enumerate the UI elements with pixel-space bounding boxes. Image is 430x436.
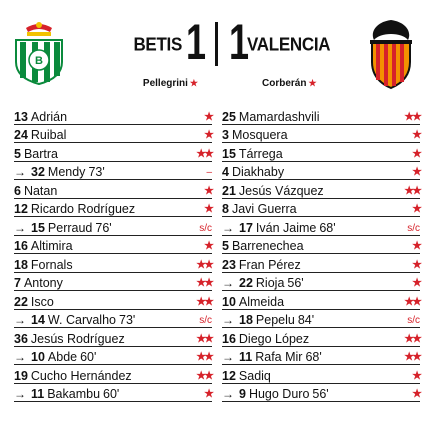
player-name: Fran Pérez bbox=[238, 257, 301, 272]
player-name: Jesús Rodríguez bbox=[30, 331, 125, 346]
player-row bbox=[222, 180, 420, 199]
player-row bbox=[222, 143, 420, 162]
player-rating: ★ bbox=[412, 240, 420, 252]
player-number: 5 bbox=[222, 239, 229, 253]
player-row bbox=[14, 254, 212, 273]
player-number: 23 bbox=[222, 257, 236, 272]
player-row bbox=[14, 347, 212, 366]
player-row bbox=[14, 106, 212, 125]
home-team-name: BETIS bbox=[133, 34, 182, 55]
player-rating: ★ bbox=[204, 110, 212, 123]
player-number: 7 bbox=[14, 276, 21, 290]
player-rating: ★ bbox=[412, 147, 420, 160]
player-number: 18 bbox=[14, 257, 28, 272]
player-rating: ★ bbox=[204, 388, 212, 400]
player-number: 15 bbox=[222, 146, 236, 161]
player-number: 16 bbox=[14, 239, 28, 253]
player-name: Bakambu bbox=[47, 387, 101, 401]
player-row bbox=[14, 273, 212, 292]
sub-minute: 56' bbox=[312, 387, 329, 401]
sub-minute: 84' bbox=[297, 313, 315, 327]
player-number: 11 bbox=[239, 350, 253, 364]
player-row bbox=[14, 143, 212, 162]
right-arrow-icon: → bbox=[14, 165, 26, 179]
player-rating: ★★ bbox=[196, 277, 212, 289]
player-name: Bartra bbox=[23, 146, 58, 161]
player-rating: ★ bbox=[204, 129, 212, 141]
right-arrow-icon: → bbox=[14, 350, 26, 364]
player-rating: ★ bbox=[412, 203, 420, 215]
home-score: 1 bbox=[185, 14, 207, 70]
player-name: Tárrega bbox=[238, 146, 283, 161]
player-number: 21 bbox=[222, 183, 236, 198]
player-name: Natan bbox=[23, 183, 58, 198]
player-name: Cucho Hernández bbox=[30, 368, 132, 383]
player-name: Antony bbox=[23, 276, 63, 290]
player-number: 10 bbox=[222, 294, 236, 309]
player-number: 3 bbox=[222, 128, 229, 142]
player-row bbox=[14, 162, 212, 181]
player-rating: ★ bbox=[412, 388, 420, 400]
player-row bbox=[14, 291, 212, 310]
player-number: 13 bbox=[14, 109, 28, 124]
player-number: 6 bbox=[14, 183, 21, 198]
player-number: 12 bbox=[222, 368, 236, 383]
right-arrow-icon: → bbox=[222, 313, 234, 327]
player-rating: ★ bbox=[204, 184, 212, 197]
player-row bbox=[14, 236, 212, 255]
player-row bbox=[14, 180, 212, 199]
player-name: Almeida bbox=[238, 294, 285, 309]
betis-crest-icon bbox=[12, 18, 66, 86]
player-row bbox=[222, 273, 420, 292]
player-row bbox=[14, 217, 212, 236]
player-name: Altimira bbox=[30, 239, 73, 253]
player-name: Jesús Vázquez bbox=[238, 183, 324, 198]
sub-minute: 68' bbox=[305, 350, 322, 364]
sub-minute: 68' bbox=[319, 220, 336, 235]
away-score: 1 bbox=[228, 14, 250, 70]
player-rating: ★ bbox=[412, 258, 420, 271]
player-number: 4 bbox=[222, 165, 229, 179]
player-row bbox=[222, 291, 420, 310]
right-arrow-icon: → bbox=[14, 387, 26, 401]
player-rating: ★★ bbox=[404, 295, 420, 308]
player-rating: ★★ bbox=[404, 110, 420, 123]
player-name: Iván Jaime bbox=[255, 220, 317, 235]
sub-minute: 60' bbox=[80, 350, 97, 364]
player-row bbox=[222, 217, 420, 236]
player-name: Isco bbox=[30, 294, 54, 309]
player-rating: ★★ bbox=[196, 147, 212, 160]
player-row bbox=[222, 365, 420, 384]
player-rating: ★★ bbox=[196, 295, 212, 308]
player-name: Mamardashvili bbox=[238, 109, 320, 124]
right-arrow-icon: → bbox=[222, 220, 234, 235]
player-name: Sadiq bbox=[238, 368, 271, 383]
away-lineup bbox=[222, 106, 420, 402]
player-row bbox=[222, 106, 420, 125]
valencia-crest-icon bbox=[362, 18, 420, 90]
player-name: Barrenechea bbox=[231, 239, 304, 253]
player-rating: ★ bbox=[412, 129, 420, 141]
player-row bbox=[222, 125, 420, 144]
player-number: 15 bbox=[31, 220, 45, 235]
right-arrow-icon: → bbox=[222, 350, 234, 364]
player-number: 24 bbox=[14, 128, 28, 142]
player-rating: s/c bbox=[199, 315, 212, 326]
player-rating: ★★ bbox=[196, 332, 212, 345]
sub-minute: 76' bbox=[95, 220, 112, 235]
home-coach-rating: ★ bbox=[189, 78, 198, 88]
player-rating: ★ bbox=[412, 166, 420, 178]
player-rating: – bbox=[206, 167, 212, 178]
player-rating: ★★ bbox=[196, 369, 212, 382]
player-name: Adrián bbox=[30, 109, 68, 124]
right-arrow-icon: → bbox=[222, 387, 234, 401]
sub-minute: 73' bbox=[88, 165, 105, 179]
player-name: Fornals bbox=[30, 257, 73, 272]
away-team-name: VALENCIA bbox=[247, 34, 331, 55]
player-row bbox=[14, 384, 212, 403]
away-coach bbox=[262, 78, 352, 89]
player-row bbox=[222, 162, 420, 181]
player-number: 16 bbox=[222, 331, 236, 346]
sub-minute: 56' bbox=[287, 276, 304, 290]
player-number: 19 bbox=[14, 368, 28, 383]
player-row bbox=[14, 328, 212, 347]
player-rating: ★ bbox=[412, 277, 420, 289]
away-coach-name: Corberán bbox=[262, 78, 307, 89]
player-number: 9 bbox=[239, 387, 246, 401]
player-number: 8 bbox=[222, 202, 229, 216]
player-name: Mosquera bbox=[231, 128, 288, 142]
player-number: 14 bbox=[31, 313, 45, 327]
player-number: 17 bbox=[239, 220, 253, 235]
player-row bbox=[222, 384, 420, 403]
player-rating: ★ bbox=[204, 203, 212, 215]
player-name: W. Carvalho bbox=[47, 313, 116, 327]
player-row bbox=[14, 310, 212, 329]
home-coach bbox=[110, 78, 198, 89]
sub-minute: 60' bbox=[103, 387, 120, 401]
home-lineup bbox=[14, 106, 212, 402]
right-arrow-icon: → bbox=[14, 313, 26, 327]
player-rating: s/c bbox=[407, 222, 420, 234]
player-number: 32 bbox=[31, 165, 45, 179]
player-rating: ★★ bbox=[404, 351, 420, 363]
player-name: Rioja bbox=[255, 276, 285, 290]
player-name: Mendy bbox=[47, 165, 86, 179]
player-number: 12 bbox=[14, 202, 28, 216]
player-rating: ★★ bbox=[196, 351, 212, 363]
player-row bbox=[222, 347, 420, 366]
player-rating: s/c bbox=[407, 315, 420, 326]
player-name: Pepelu bbox=[255, 313, 295, 327]
player-number: 22 bbox=[14, 294, 28, 309]
player-row bbox=[222, 199, 420, 218]
player-number: 18 bbox=[239, 313, 253, 327]
player-number: 36 bbox=[14, 331, 28, 346]
player-row bbox=[222, 254, 420, 273]
player-number: 22 bbox=[239, 276, 253, 290]
player-row bbox=[14, 125, 212, 144]
player-row bbox=[222, 310, 420, 329]
player-name: Abde bbox=[47, 350, 78, 364]
home-coach-name: Pellegrini bbox=[142, 78, 188, 89]
player-name: Hugo Duro bbox=[248, 387, 310, 401]
player-name: Javi Guerra bbox=[231, 202, 297, 216]
player-row bbox=[222, 328, 420, 347]
player-rating: ★ bbox=[412, 369, 420, 382]
score-divider bbox=[215, 22, 218, 66]
svg-text:B: B bbox=[35, 55, 43, 67]
player-rating: ★ bbox=[204, 240, 212, 252]
player-rating: s/c bbox=[199, 222, 212, 234]
player-name: Rafa Mir bbox=[255, 350, 303, 364]
sub-minute: 73' bbox=[119, 313, 136, 327]
player-rating: ★★ bbox=[196, 258, 212, 271]
away-coach-rating: ★ bbox=[308, 78, 317, 88]
player-number: 25 bbox=[222, 109, 236, 124]
player-name: Diego López bbox=[238, 331, 310, 346]
player-rating: ★★ bbox=[404, 332, 420, 345]
player-row bbox=[14, 365, 212, 384]
player-number: 5 bbox=[14, 146, 21, 161]
player-name: Perraud bbox=[47, 220, 93, 235]
right-arrow-icon: → bbox=[14, 220, 26, 235]
player-row bbox=[222, 236, 420, 255]
match-header bbox=[0, 0, 430, 102]
right-arrow-icon: → bbox=[222, 276, 234, 290]
player-number: 11 bbox=[31, 387, 45, 401]
player-name: Diakhaby bbox=[231, 165, 285, 179]
player-name: Ricardo Rodríguez bbox=[30, 202, 136, 216]
player-row bbox=[14, 199, 212, 218]
player-number: 10 bbox=[31, 350, 45, 364]
player-rating: ★★ bbox=[404, 184, 420, 197]
player-name: Ruibal bbox=[30, 128, 67, 142]
